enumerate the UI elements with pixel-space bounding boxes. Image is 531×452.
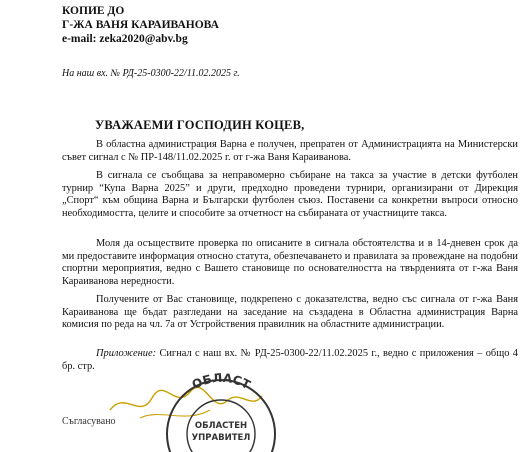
official-stamp	[146, 362, 296, 452]
stamp-outer-text: ОБЛАСТ	[189, 370, 253, 393]
annex-label: Приложение:	[96, 348, 157, 359]
paragraph-3: Моля да осъществите проверка по описаните в сигнала обстоятелства и в 14-дневен срок да ми предоставите информация относно статута, обезпечаването и правилата за провеждане на подобни спортни мероприятия, ведно с Вашето становище по основателността на твърденията от г-жа Ваня Караиванова нередности.	[62, 238, 518, 287]
copy-to-label: КОПИЕ ДО	[62, 5, 125, 17]
recipient-email: e-mail: zeka2020@abv.bg	[62, 33, 188, 45]
paragraph-1: В областна администрация Варна е получен, препратен от Администрацията на Министерски съвет сигнал с № ПР-148/11.02.2025 г. от г-жа Ваня Караиванова.	[62, 139, 518, 163]
paragraph-4: Получените от Вас становище, подкрепено с доказателства, ведно със сигнала от г-жа Ваня Караиванова ще бъдат разгледани на заседание на създадена в Областна администрация Варна комисия по реда на чл. 7а от Устройствения правилник на областните администрации.	[62, 294, 518, 331]
stamp-inner-line2: УПРАВИТЕЛ	[191, 433, 251, 443]
annex-text: Сигнал с наш вх. № РД-25-0300-22/11.02.2025 г., ведно с приложения – общо 4 бр. стр.	[62, 348, 518, 372]
stamp-inner-line1: ОБЛАСТЕН	[194, 421, 248, 431]
footer-word: Съгласувано	[62, 416, 116, 427]
recipient-name: Г-ЖА ВАНЯ КАРАИВАНОВА	[62, 19, 219, 31]
reference-number: На наш вх. № РД-25-0300-22/11.02.2025 г.	[62, 68, 240, 79]
paragraph-2: В сигнала се съобщава за неправомерно събиране на такса за участие в детски футболен турнир “Купа Варна 2025” и други, предходно проведени турнири, организирани от Дирекция „Спорт“ към община Варна и Български футболен съюз. Поставени са конкретни въпроси относно необходимостта, целите и способите за отчетност на събираната от участниците такса.	[62, 170, 518, 219]
greeting: УВАЖАЕМИ ГОСПОДИН КОЦЕВ,	[95, 118, 305, 132]
